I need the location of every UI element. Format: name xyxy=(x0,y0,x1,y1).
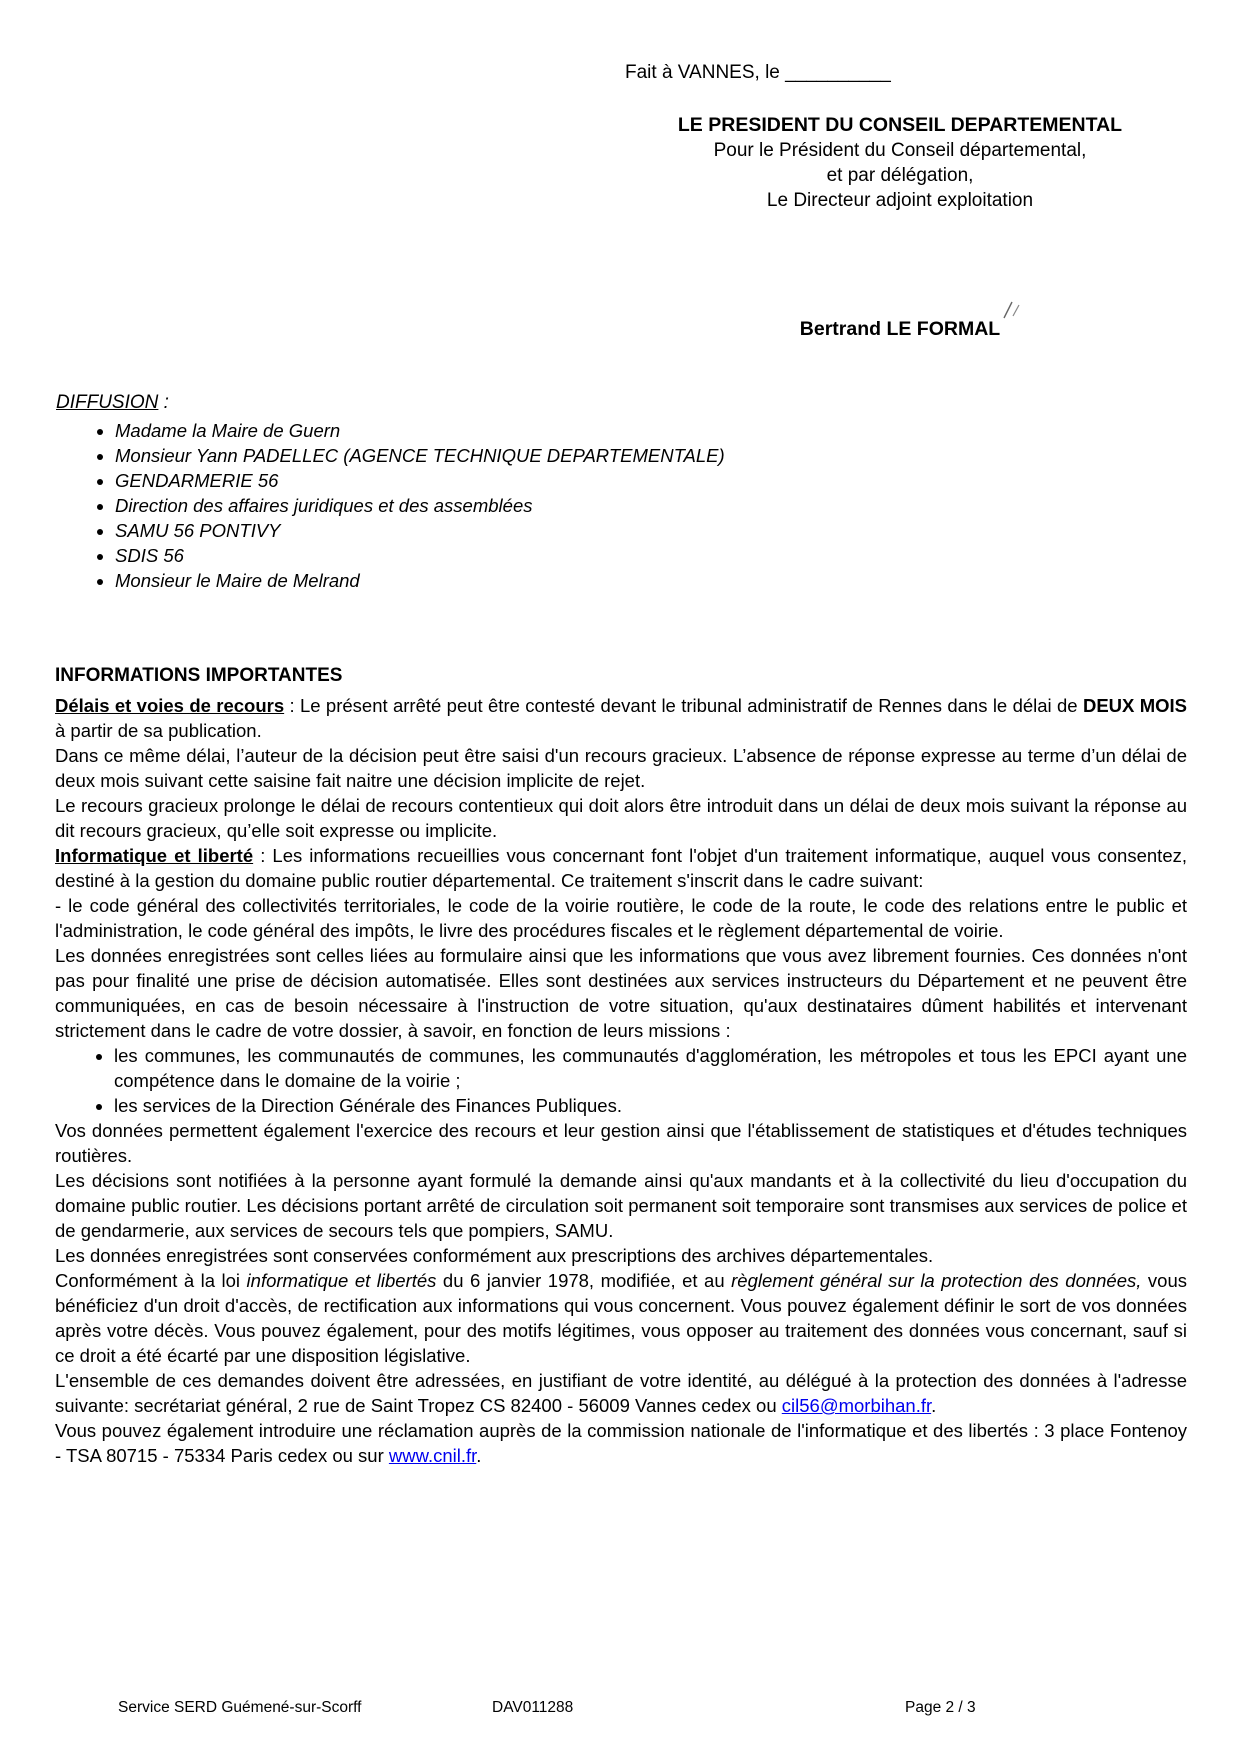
footer-reference: DAV011288 xyxy=(492,1699,574,1716)
diffusion-section xyxy=(56,390,1188,593)
paragraph-statistiques: Vos données permettent également l'exercice des recours et leur gestion ainsi que l'établissement de statistiques et d'études techniques routières. xyxy=(55,1120,1187,1166)
list-item: • Direction des affaires juridiques et des assemblées xyxy=(115,493,1188,518)
paragraph-gracieux: Le recours gracieux prolonge le délai de recours contentieux qui doit alors être introduit dans un délai de deux mois suivant la réponse au dit recours gracieux, qu’elle soit expresse ou implicite. xyxy=(55,795,1187,841)
recours-text-1: : Le présent arrêté peut être contesté devant le tribunal administratif de Rennes dans le délai de xyxy=(284,695,1083,716)
informatique-lead: Informatique et liberté xyxy=(55,845,254,866)
important-informations-heading: INFORMATIONS IMPORTANTES xyxy=(55,665,343,686)
informatique-text: : Les informations recueillies vous concernant font l'objet d'un traitement informatique, auquel vous consentez, destiné à la gestion du domaine public routier départemental. Ce traitement s'inscrit dans le cadre suivant: xyxy=(55,845,1187,891)
signatory-name: Bertrand LE FORMAL xyxy=(799,318,1001,340)
diffusion-heading xyxy=(56,390,1188,415)
diffusion-heading-colon: : xyxy=(158,392,169,413)
cnil-text-3: vous bénéficiez d'un droit d'accès, de rectification aux informations qui vous concernent. Vous pouvez également définir le sort de vos données après votre décès. Vous pouvez également, pour des motifs légitimes, vous opposer au traitement des données vous concernant, sauf si ce droit a été écarté par une disposition législative. xyxy=(55,1270,1187,1366)
email-link[interactable]: cil56@morbihan.fr xyxy=(781,1395,932,1416)
legal-body xyxy=(55,693,1187,1468)
paragraph-cnil-loi xyxy=(55,1268,1187,1368)
paragraph-informatique xyxy=(55,843,1187,893)
reclamation-text-2: . xyxy=(476,1445,482,1466)
paragraph-demandes xyxy=(55,1368,1187,1418)
loi-informatique-italic: informatique et libertés xyxy=(246,1270,437,1291)
paragraph-conservation: Les données enregistrées sont conservées conformément aux prescriptions des archives départementales. xyxy=(55,1245,934,1266)
list-item: • SAMU 56 PONTIVY xyxy=(115,518,1188,543)
footer-page-number: Page 2 / 3 xyxy=(905,1699,976,1716)
date-place-line: Fait à VANNES, le __________ xyxy=(625,62,891,83)
paragraph-reclamation xyxy=(55,1418,1187,1468)
footer-service: Service SERD Guémené-sur-Scorff xyxy=(118,1699,362,1716)
deux-mois-bold: DEUX MOIS xyxy=(1082,695,1187,716)
list-item: • GENDARMERIE 56 xyxy=(115,468,1188,493)
list-item: • les services de la Direction Générale des Finances Publiques. xyxy=(114,1093,1187,1118)
demandes-text-1: L'ensemble de ces demandes doivent être adressées, en justifiant de votre identité, au délégué à la protection des données à l'adresse suivante: secrétariat général, 2 rue de Saint Tropez CS 82400 - 56009 Vannes cedex ou xyxy=(55,1370,1187,1416)
president-title: LE PRESIDENT DU CONSEIL DEPARTEMENTAL xyxy=(677,114,1123,136)
reclamation-text-1: Vous pouvez également introduire une réclamation auprès de la commission nationale de l'informatique et des libertés : 3 place Fontenoy - TSA 80715 - 75334 Paris cedex ou sur xyxy=(55,1420,1187,1466)
list-item: • Monsieur Yann PADELLEC (AGENCE TECHNIQUE DEPARTEMENTALE) xyxy=(115,443,1188,468)
diffusion-heading-word: DIFFUSION xyxy=(56,392,159,413)
recours-text-2: à partir de sa publication. xyxy=(55,720,262,741)
cnil-text-1: Conformément à la loi xyxy=(55,1270,247,1291)
cnil-text-2: du 6 janvier 1978, modifiée, et au xyxy=(436,1270,732,1291)
delegation-line-3: Le Directeur adjoint exploitation xyxy=(766,190,1034,211)
list-item: • SDIS 56 xyxy=(115,543,1188,568)
cnil-link[interactable]: www.cnil.fr xyxy=(388,1445,477,1466)
list-item: • Madame la Maire de Guern xyxy=(115,418,1188,443)
diffusion-list xyxy=(56,418,1188,593)
list-item: • les communes, les communautés de communes, les communautés d'agglomération, les métropoles et tous les EPCI ayant une compétence dans le domaine de la voirie ; xyxy=(114,1043,1187,1093)
paragraph-delai: Dans ce même délai, l’auteur de la décision peut être saisi d'un recours gracieux. L’absence de réponse expresse au terme d’un délai de deux mois suivant cette saisine fait naitre une décision implicite de rejet. xyxy=(55,745,1187,791)
rgpd-italic: règlement général sur la protection des données, xyxy=(731,1270,1142,1291)
paragraph-donnees: Les données enregistrées sont celles liées au formulaire ainsi que les informations que vous avez librement fournies. Ces données n'ont pas pour finalité une prise de décision automatisée. Elles sont destinées aux services instructeurs du Département et ne peuvent être communiquées, en cas de besoin nécessaire à l'instruction de votre situation, qu'aux destinataires dûment habilités et intervenant strictement dans le cadre de votre dossier, à savoir, en fonction de leurs missions : xyxy=(55,945,1187,1041)
recours-lead: Délais et voies de recours xyxy=(55,695,285,716)
destinataires-list xyxy=(55,1043,1187,1118)
demandes-text-2: . xyxy=(931,1395,937,1416)
paragraph-decisions: Les décisions sont notifiées à la personne ayant formulé la demande ainsi qu'aux mandants et à la collectivité du lieu d'occupation du domaine public routier. Les décisions portant arrêté de circulation soit permanent soit temporaire sont transmises aux services de police et de gendarmerie, aux services de secours tels que pompiers, SAMU. xyxy=(55,1170,1187,1241)
signature-block xyxy=(600,112,1200,213)
paragraph-recours xyxy=(55,693,1187,743)
delegation-line-2: et par délégation, xyxy=(826,165,974,186)
delegation-line-1: Pour le Président du Conseil départemental, xyxy=(713,140,1087,161)
paragraph-codes: - le code général des collectivités territoriales, le code de la voirie routière, le code de la route, le code des relations entre le public et l'administration, le code général des impôts, le livre des procédures fiscales et le règlement départemental de voirie. xyxy=(55,895,1187,941)
list-item: • Monsieur le Maire de Melrand xyxy=(115,568,1188,593)
